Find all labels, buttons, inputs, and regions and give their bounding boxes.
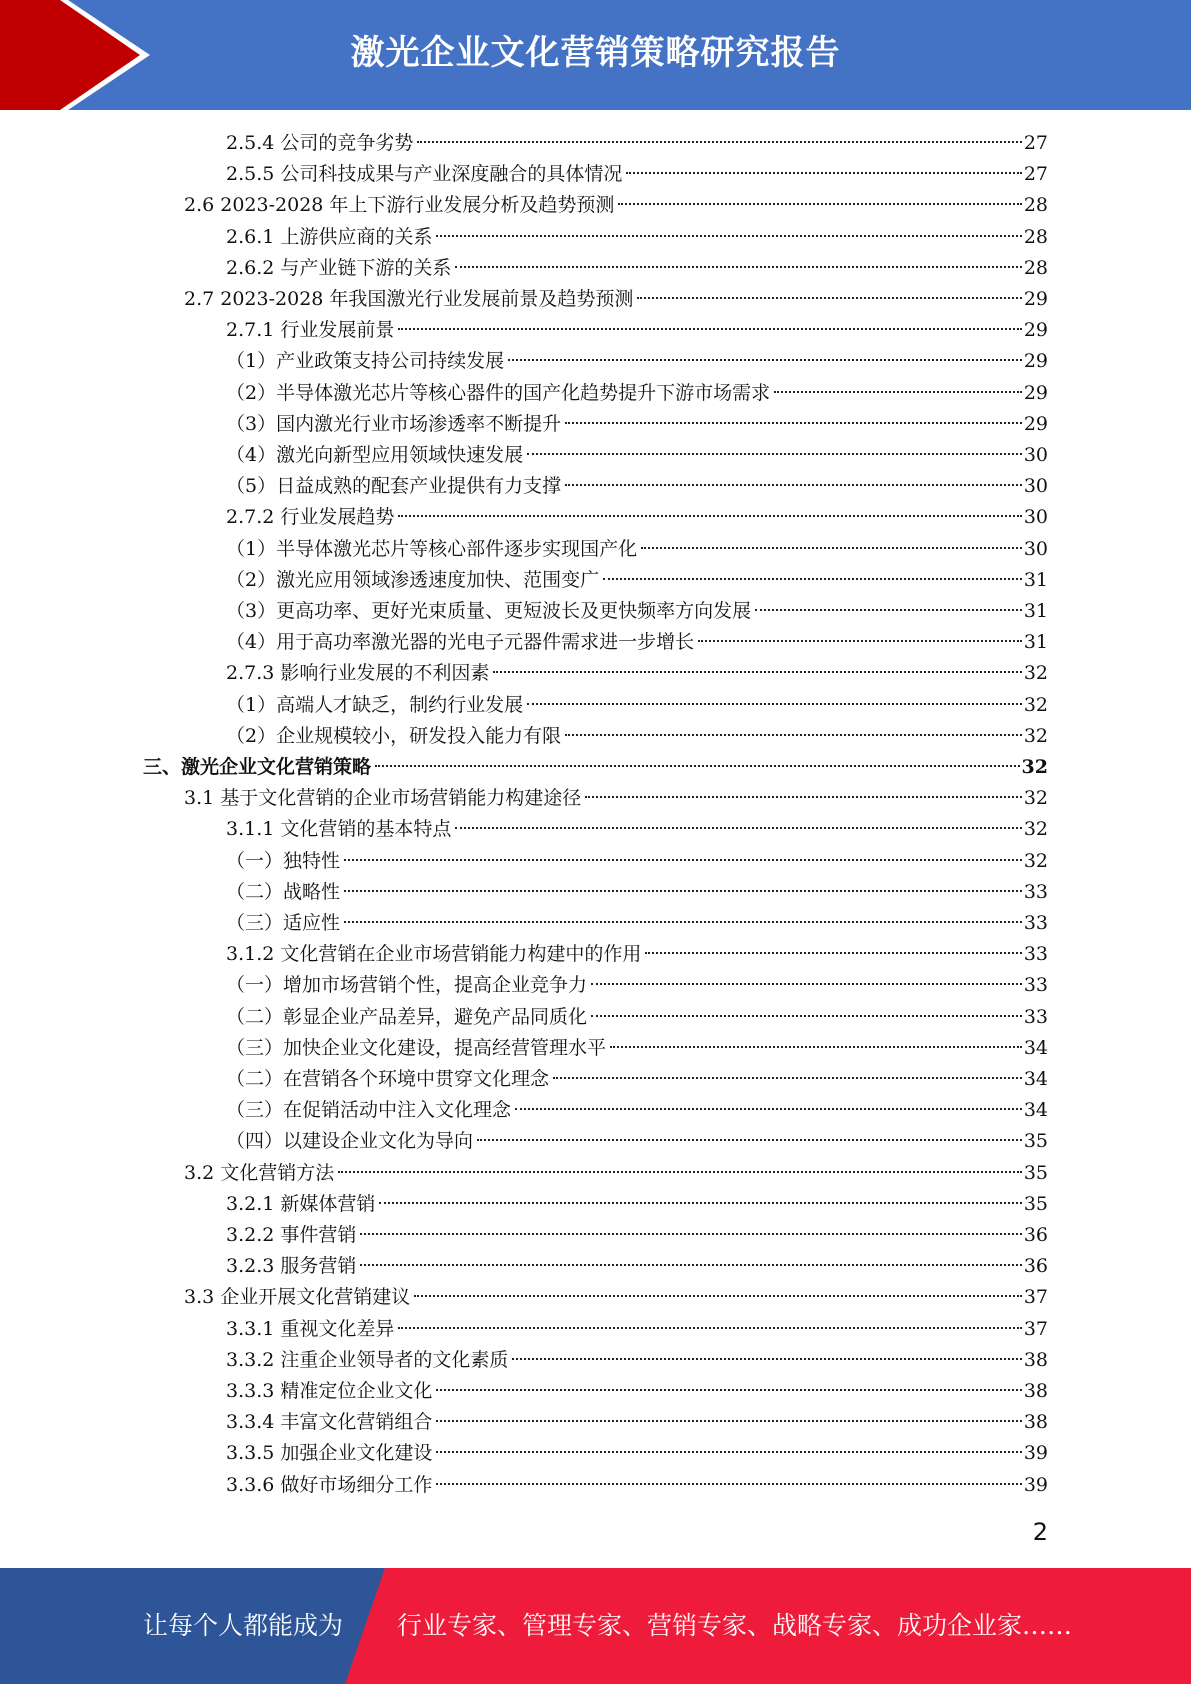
toc-entry[interactable] [226, 1064, 1048, 1095]
toc-entry-page: 27 [1023, 163, 1048, 186]
toc-entry[interactable] [226, 378, 1048, 409]
toc-leader-dots [344, 859, 1022, 861]
toc-entry[interactable] [226, 1438, 1048, 1469]
toc-entry-page: 34 [1023, 1099, 1048, 1122]
toc-leader-dots [360, 1264, 1021, 1266]
toc-entry-label: 2.7.2 行业发展趋势 [226, 506, 395, 529]
toc-entry[interactable] [226, 1220, 1048, 1251]
toc-entry-label: （三）加快企业文化建设，提高经营管理水平 [226, 1036, 607, 1059]
toc-entry-page: 35 [1023, 1161, 1048, 1184]
toc-leader-dots [610, 1046, 1022, 1048]
toc-entry-label: 3.3 企业开展文化营销建议 [184, 1286, 411, 1309]
toc-entry-label: （一）独特性 [226, 849, 341, 872]
toc-leader-dots [565, 422, 1022, 424]
toc-entry-label: （四）以建设企业文化为导向 [226, 1130, 474, 1153]
toc-entry-label: （二）在营销各个环境中贯穿文化理念 [226, 1068, 550, 1090]
toc-leader-dots [641, 547, 1022, 549]
toc-leader-dots [603, 578, 1022, 580]
page-header [0, 0, 1191, 110]
toc-entry-page: 33 [1023, 912, 1048, 934]
toc-entry[interactable] [226, 1314, 1048, 1345]
toc-entry[interactable] [226, 970, 1048, 1001]
toc-entry-page: 36 [1023, 1255, 1048, 1278]
toc-entry-page: 32 [1023, 818, 1048, 841]
toc-entry-page: 38 [1023, 1348, 1048, 1371]
toc-entry-label: （二）彰显企业产品差异，避免产品同质化 [226, 1005, 588, 1028]
toc-leader-dots [436, 1420, 1021, 1422]
toc-entry-page: 39 [1023, 1473, 1048, 1496]
toc-entry-label: 3.2.3 服务营销 [226, 1255, 357, 1278]
toc-entry-page: 35 [1023, 1192, 1048, 1215]
toc-entry-label: 2.5.5 公司科技成果与产业深度融合的具体情况 [226, 163, 623, 186]
toc-entry-label: 3.3.1 重视文化差异 [226, 1317, 395, 1340]
toc-entry[interactable] [184, 1282, 1048, 1313]
toc-leader-dots [344, 921, 1022, 923]
toc-entry-label: （二）战略性 [226, 880, 341, 903]
toc-entry[interactable] [226, 1470, 1048, 1501]
toc-entry-label: 2.7.3 影响行业发展的不利因素 [226, 662, 490, 685]
toc-entry[interactable] [226, 1407, 1048, 1438]
toc-entry[interactable] [184, 284, 1048, 315]
toc-entry-label: （2）半导体激光芯片等核心器件的国产化趋势提升下游市场需求 [226, 381, 771, 404]
toc-entry[interactable] [226, 253, 1048, 284]
toc-leader-dots [417, 141, 1021, 143]
toc-entry-page: 39 [1023, 1442, 1048, 1465]
footer-slogan-right: 行业专家、管理专家、营销专家、战略专家、成功企业家…… [397, 1611, 1073, 1640]
toc-entry-page: 31 [1023, 631, 1048, 654]
toc-entry[interactable] [226, 471, 1048, 502]
toc-entry-label: 3.3.6 做好市场细分工作 [226, 1473, 433, 1496]
toc-entry-page: 32 [1023, 787, 1048, 810]
toc-entry-page: 32 [1021, 756, 1048, 778]
toc-leader-dots [645, 952, 1021, 954]
toc-leader-dots [436, 1483, 1021, 1485]
toc-entry-label: 2.6.1 上游供应商的关系 [226, 225, 433, 248]
toc-leader-dots [344, 890, 1022, 892]
toc-entry-label: （4）激光向新型应用领域快速发展 [226, 444, 524, 466]
toc-entry-page: 27 [1023, 132, 1048, 154]
toc-entry[interactable] [184, 1158, 1048, 1189]
toc-leader-dots [398, 328, 1021, 330]
toc-leader-dots [591, 1015, 1022, 1017]
toc-entry-page: 29 [1023, 350, 1048, 373]
toc-entry-label: 3.3.4 丰富文化营销组合 [226, 1411, 433, 1434]
toc-entry-label: 2.7 2023-2028 年我国激光行业发展前景及趋势预测 [184, 288, 634, 310]
toc-leader-dots [698, 640, 1022, 642]
toc-leader-dots [585, 796, 1022, 798]
toc-entry-label: （1）产业政策支持公司持续发展 [226, 350, 505, 373]
toc-entry-label: 2.6 2023-2028 年上下游行业发展分析及趋势预测 [184, 194, 615, 217]
toc-entry[interactable] [226, 908, 1048, 939]
toc-entry-page: 30 [1023, 475, 1048, 498]
toc-leader-dots [565, 734, 1022, 736]
toc-leader-dots [436, 235, 1021, 237]
toc-entry[interactable] [226, 658, 1048, 689]
footer-slogan-left: 让每个人都能成为 [143, 1611, 344, 1640]
toc-entry[interactable] [226, 159, 1048, 190]
toc-leader-dots [398, 1327, 1021, 1329]
toc-leader-dots [375, 765, 1020, 767]
toc-leader-dots [626, 172, 1021, 174]
toc-entry-label: （一）增加市场营销个性，提高企业竞争力 [226, 974, 588, 997]
toc-entry-page: 37 [1023, 1286, 1048, 1309]
toc-entry-label: （三）适应性 [226, 912, 341, 934]
toc-entry[interactable] [226, 690, 1048, 721]
toc-leader-dots [360, 1233, 1021, 1235]
toc-entry-label: 3.1.1 文化营销的基本特点 [226, 818, 452, 841]
toc-entry[interactable] [226, 128, 1048, 159]
toc-entry[interactable] [226, 1033, 1048, 1064]
toc-entry-label: （3）国内激光行业市场渗透率不断提升 [226, 412, 562, 435]
toc-entry-page: 31 [1023, 600, 1048, 622]
toc-leader-dots [553, 1077, 1022, 1079]
toc-entry-page: 38 [1023, 1380, 1048, 1402]
toc-entry[interactable] [226, 1345, 1048, 1376]
toc-entry[interactable] [226, 814, 1048, 845]
toc-entry-label: （5）日益成熟的配套产业提供有力支撑 [226, 475, 562, 498]
toc-entry-page: 28 [1023, 256, 1048, 279]
page-footer [0, 1568, 1191, 1684]
toc-entry-page: 30 [1023, 537, 1048, 560]
toc-leader-dots [455, 827, 1021, 829]
toc-entry-label: 3.3.5 加强企业文化建设 [226, 1442, 433, 1465]
toc-entry[interactable] [226, 534, 1048, 565]
toc-entry-label: （2）激光应用领域渗透速度加快、范围变广 [226, 568, 600, 591]
toc-entry-page: 31 [1023, 568, 1048, 591]
toc-leader-dots [565, 484, 1022, 486]
toc-entry-page: 33 [1023, 880, 1048, 903]
toc-entry[interactable] [226, 222, 1048, 253]
toc-leader-dots [774, 391, 1022, 393]
toc-leader-dots [398, 515, 1021, 517]
toc-entry-page: 34 [1023, 1068, 1048, 1090]
toc-entry-page: 33 [1023, 974, 1048, 997]
toc-entry-page: 29 [1023, 412, 1048, 435]
toc-entry-label: （4）用于高功率激光器的光电子元器件需求进一步增长 [226, 631, 695, 654]
toc-entry-page: 32 [1023, 693, 1048, 716]
toc-entry-label: 三、激光企业文化营销策略 [143, 756, 372, 778]
toc-leader-dots [527, 703, 1022, 705]
toc-entry-label: 3.1.2 文化营销在企业市场营销能力构建中的作用 [226, 943, 642, 966]
toc-entry-page: 29 [1023, 288, 1048, 310]
toc-entry-page: 28 [1023, 194, 1048, 217]
toc-entry[interactable] [226, 502, 1048, 533]
toc-leader-dots [755, 609, 1022, 611]
toc-leader-dots [414, 1295, 1022, 1297]
toc-entry[interactable] [226, 596, 1048, 627]
toc-entry[interactable] [143, 752, 1048, 783]
toc-entry-page: 38 [1023, 1411, 1048, 1434]
toc-entry[interactable] [226, 1126, 1048, 1157]
toc-entry-label: 2.7.1 行业发展前景 [226, 319, 395, 342]
toc-leader-dots [436, 1389, 1021, 1391]
toc-entry-page: 29 [1023, 319, 1048, 342]
toc-entry-page: 30 [1023, 506, 1048, 529]
toc-entry[interactable] [184, 783, 1048, 814]
toc-entry-page: 28 [1023, 225, 1048, 248]
toc-leader-dots [508, 359, 1022, 361]
toc-entry[interactable] [226, 721, 1048, 752]
toc-leader-dots [618, 203, 1021, 205]
toc-leader-dots [455, 266, 1021, 268]
toc-entry-page: 33 [1023, 943, 1048, 966]
toc-entry[interactable] [226, 1095, 1048, 1126]
toc-leader-dots [591, 983, 1022, 985]
toc-entry[interactable] [226, 627, 1048, 658]
toc-entry-page: 32 [1023, 849, 1048, 872]
toc-entry-label: 2.5.4 公司的竞争劣势 [226, 132, 414, 154]
toc-leader-dots [477, 1139, 1022, 1141]
toc-entry[interactable] [226, 939, 1048, 970]
toc-entry[interactable] [184, 190, 1048, 221]
toc-entry-label: （1）高端人才缺乏，制约行业发展 [226, 693, 524, 716]
toc-entry-page: 30 [1023, 444, 1048, 466]
toc-entry-label: （三）在促销活动中注入文化理念 [226, 1099, 512, 1122]
report-title: 激光企业文化营销策略研究报告 [350, 33, 841, 73]
toc-entry-label: （1）半导体激光芯片等核心部件逐步实现国产化 [226, 537, 638, 560]
toc-entry-label: 3.2.2 事件营销 [226, 1224, 357, 1246]
toc-entry-label: （2）企业规模较小，研发投入能力有限 [226, 724, 562, 747]
toc-leader-dots [637, 297, 1021, 299]
toc-entry-page: 37 [1023, 1317, 1048, 1340]
toc-entry[interactable] [226, 1251, 1048, 1282]
toc-entry[interactable] [226, 565, 1048, 596]
toc-leader-dots [527, 453, 1022, 455]
toc-entry-label: 3.2.1 新媒体营销 [226, 1192, 376, 1215]
toc-leader-dots [493, 671, 1021, 673]
toc-entry-label: 3.3.2 注重企业领导者的文化素质 [226, 1348, 509, 1371]
toc-entry-label: 3.1 基于文化营销的企业市场营销能力构建途径 [184, 787, 582, 810]
toc-leader-dots [512, 1358, 1021, 1360]
toc-leader-dots [379, 1202, 1021, 1204]
page-number: 2 [1032, 1518, 1048, 1546]
toc-entry[interactable] [226, 409, 1048, 440]
toc-entry[interactable] [226, 1376, 1048, 1407]
toc-entry[interactable] [226, 1002, 1048, 1033]
toc-entry-page: 34 [1023, 1036, 1048, 1059]
toc-entry[interactable] [226, 315, 1048, 346]
toc-entry-label: 3.2 文化营销方法 [184, 1161, 335, 1184]
toc-entry[interactable] [226, 1189, 1048, 1220]
toc-entry-page: 32 [1023, 662, 1048, 685]
toc-entry-page: 36 [1023, 1224, 1048, 1246]
toc-leader-dots [515, 1108, 1022, 1110]
toc-entry-label: 3.3.3 精准定位企业文化 [226, 1380, 433, 1402]
toc-leader-dots [338, 1171, 1022, 1173]
toc-entry-page: 35 [1023, 1130, 1048, 1153]
toc-entry[interactable] [226, 440, 1048, 471]
toc-leader-dots [436, 1451, 1021, 1453]
toc-entry[interactable] [226, 877, 1048, 908]
toc-entry[interactable] [226, 846, 1048, 877]
toc-entry-page: 29 [1023, 381, 1048, 404]
toc-entry-label: 2.6.2 与产业链下游的关系 [226, 256, 452, 279]
toc-entry-label: （3）更高功率、更好光束质量、更短波长及更快频率方向发展 [226, 600, 752, 622]
toc-entry-page: 33 [1023, 1005, 1048, 1028]
toc-entry-page: 32 [1023, 724, 1048, 747]
toc-entry[interactable] [226, 346, 1048, 377]
